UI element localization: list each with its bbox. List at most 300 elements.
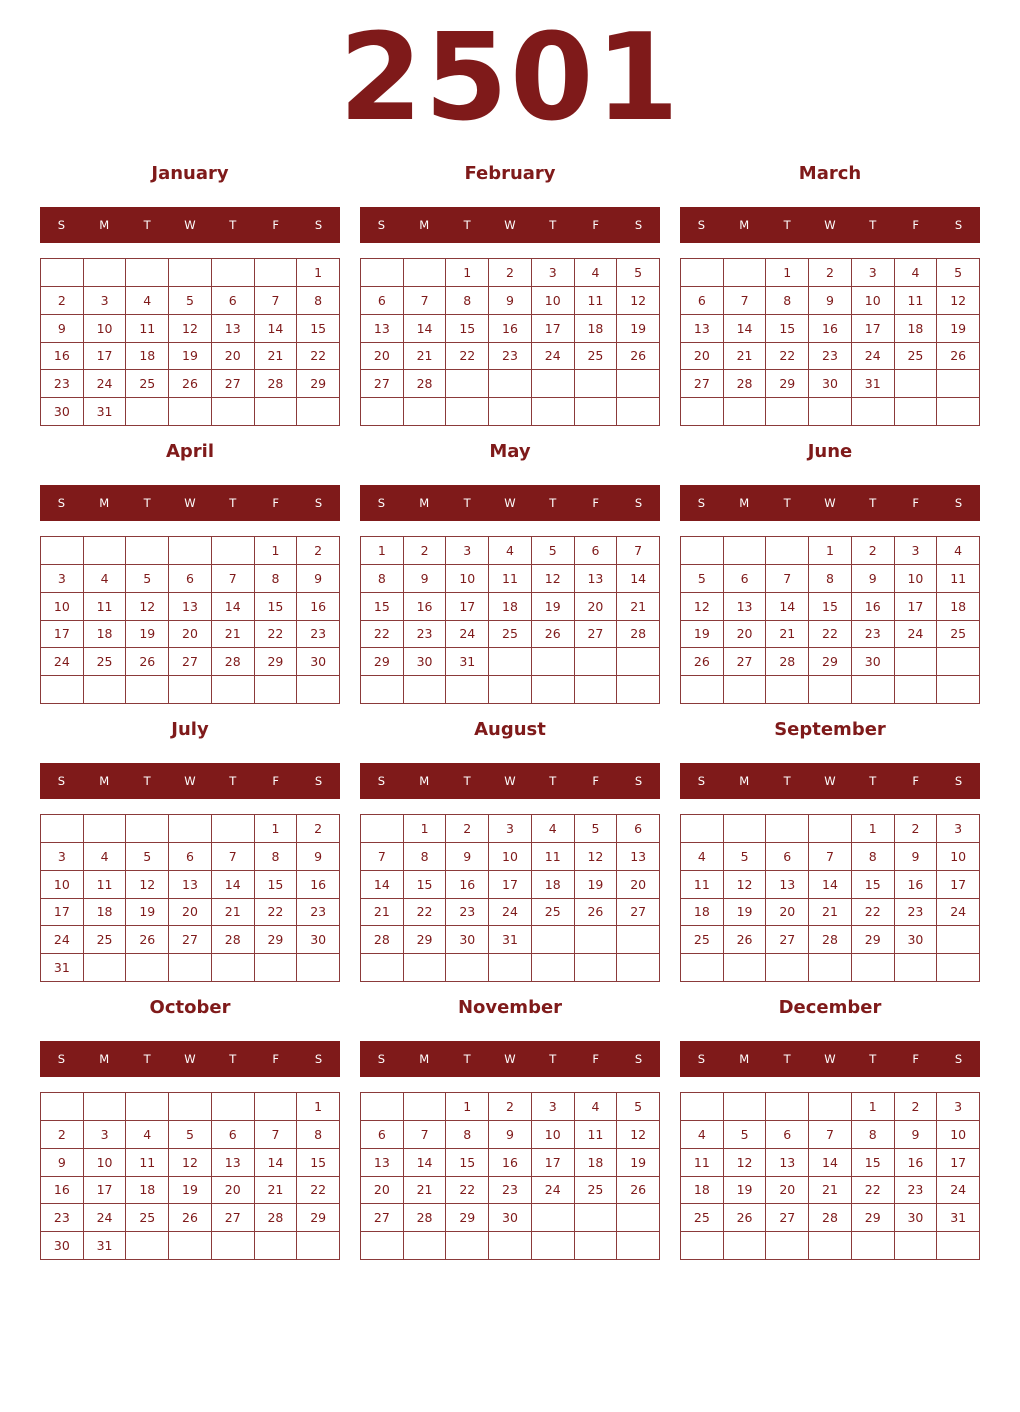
day-cell: 10 [895, 565, 938, 593]
empty-cell [41, 676, 84, 704]
weekday-label: S [954, 1052, 963, 1066]
empty-cell [41, 259, 84, 287]
weekday-label: W [504, 774, 516, 788]
month-name: December [778, 997, 882, 1018]
day-cell: 11 [575, 1121, 618, 1149]
day-cell: 3 [41, 843, 84, 871]
day-grid [680, 814, 980, 982]
day-cell: 19 [169, 343, 212, 371]
day-cell: 19 [617, 1149, 660, 1177]
day-cell: 13 [169, 593, 212, 621]
day-cell: 13 [766, 1149, 809, 1177]
day-cell: 20 [617, 871, 660, 899]
empty-cell [617, 398, 660, 426]
day-cell: 27 [212, 370, 255, 398]
empty-cell [489, 398, 532, 426]
empty-cell [809, 1093, 852, 1121]
empty-cell [126, 954, 169, 982]
day-cell: 23 [489, 1177, 532, 1205]
day-cell: 13 [766, 871, 809, 899]
day-cell: 29 [255, 648, 298, 676]
weekday-label: S [697, 1052, 706, 1066]
weekday-label: S [954, 774, 963, 788]
day-cell: 12 [532, 565, 575, 593]
empty-cell [895, 370, 938, 398]
day-cell: 6 [617, 815, 660, 843]
empty-cell [84, 954, 127, 982]
day-cell: 1 [297, 1093, 340, 1121]
day-cell: 18 [895, 315, 938, 343]
empty-cell [169, 537, 212, 565]
empty-cell [404, 1093, 447, 1121]
day-cell: 21 [255, 343, 298, 371]
day-grid [40, 1092, 340, 1260]
day-cell: 10 [532, 1121, 575, 1149]
day-cell: 29 [297, 1204, 340, 1232]
weekday-label: F [592, 496, 599, 510]
day-cell: 15 [361, 593, 404, 621]
day-cell: 31 [937, 1204, 980, 1232]
empty-cell [575, 648, 618, 676]
day-cell: 28 [212, 926, 255, 954]
day-cell: 3 [84, 1121, 127, 1149]
day-grid [360, 1092, 660, 1260]
day-cell: 14 [404, 315, 447, 343]
day-grid [360, 258, 660, 426]
day-cell: 29 [361, 648, 404, 676]
empty-cell [766, 398, 809, 426]
day-cell: 2 [404, 537, 447, 565]
weekday-label: S [314, 218, 323, 232]
day-cell: 17 [532, 315, 575, 343]
day-cell: 21 [809, 899, 852, 927]
weekday-label: S [314, 774, 323, 788]
day-cell: 1 [255, 537, 298, 565]
empty-cell [84, 1093, 127, 1121]
day-cell: 25 [532, 899, 575, 927]
empty-cell [404, 1232, 447, 1260]
empty-cell [575, 1232, 618, 1260]
empty-cell [489, 370, 532, 398]
day-cell: 26 [724, 926, 767, 954]
day-cell: 20 [724, 621, 767, 649]
empty-cell [212, 1093, 255, 1121]
day-cell: 29 [852, 926, 895, 954]
empty-cell [297, 676, 340, 704]
day-cell: 7 [361, 843, 404, 871]
day-cell: 8 [297, 287, 340, 315]
day-cell: 25 [937, 621, 980, 649]
day-cell: 21 [766, 621, 809, 649]
day-cell: 15 [446, 315, 489, 343]
empty-cell [575, 1204, 618, 1232]
day-cell: 25 [681, 926, 724, 954]
day-cell: 10 [84, 1149, 127, 1177]
month-name: July [171, 719, 209, 740]
day-cell: 2 [895, 1093, 938, 1121]
day-cell: 4 [84, 565, 127, 593]
empty-cell [895, 954, 938, 982]
empty-cell [617, 1204, 660, 1232]
day-cell: 4 [126, 1121, 169, 1149]
day-cell: 22 [255, 899, 298, 927]
day-cell: 4 [84, 843, 127, 871]
day-cell: 26 [937, 343, 980, 371]
empty-cell [809, 954, 852, 982]
empty-cell [895, 676, 938, 704]
empty-cell [852, 1232, 895, 1260]
empty-cell [212, 1232, 255, 1260]
weekday-header [360, 485, 660, 521]
day-cell: 22 [852, 899, 895, 927]
day-cell: 14 [255, 315, 298, 343]
day-cell: 12 [617, 287, 660, 315]
day-cell: 14 [809, 1149, 852, 1177]
empty-cell [532, 926, 575, 954]
weekday-label: F [912, 1052, 919, 1066]
weekday-label: T [143, 1052, 151, 1066]
day-cell: 29 [297, 370, 340, 398]
day-cell: 24 [84, 370, 127, 398]
day-cell: 30 [41, 1232, 84, 1260]
weekday-header [40, 1041, 340, 1077]
empty-cell [212, 954, 255, 982]
day-cell: 18 [532, 871, 575, 899]
empty-cell [255, 398, 298, 426]
day-cell: 14 [212, 871, 255, 899]
day-cell: 17 [489, 871, 532, 899]
day-cell: 11 [126, 1149, 169, 1177]
empty-cell [169, 398, 212, 426]
empty-cell [126, 259, 169, 287]
empty-cell [617, 676, 660, 704]
weekday-label: T [143, 496, 151, 510]
day-grid [40, 814, 340, 982]
day-cell: 17 [895, 593, 938, 621]
day-cell: 20 [212, 1177, 255, 1205]
day-cell: 12 [617, 1121, 660, 1149]
weekday-label: F [912, 496, 919, 510]
day-cell: 3 [532, 1093, 575, 1121]
empty-cell [852, 676, 895, 704]
day-cell: 6 [766, 843, 809, 871]
empty-cell [532, 370, 575, 398]
day-cell: 24 [852, 343, 895, 371]
day-cell: 3 [937, 1093, 980, 1121]
day-cell: 20 [361, 343, 404, 371]
day-cell: 6 [681, 287, 724, 315]
day-cell: 27 [617, 899, 660, 927]
day-cell: 10 [489, 843, 532, 871]
weekday-label: M [739, 496, 750, 510]
day-cell: 2 [489, 259, 532, 287]
day-cell: 10 [84, 315, 127, 343]
day-cell: 3 [895, 537, 938, 565]
day-cell: 21 [404, 343, 447, 371]
day-cell: 18 [681, 899, 724, 927]
weekday-label: F [592, 1052, 599, 1066]
empty-cell [895, 398, 938, 426]
day-cell: 14 [724, 315, 767, 343]
day-cell: 6 [575, 537, 618, 565]
month-name: October [149, 997, 231, 1018]
day-cell: 13 [361, 1149, 404, 1177]
day-cell: 12 [724, 871, 767, 899]
weekday-header [360, 1041, 660, 1077]
day-cell: 26 [617, 1177, 660, 1205]
day-cell: 31 [41, 954, 84, 982]
day-cell: 25 [895, 343, 938, 371]
day-cell: 19 [724, 899, 767, 927]
day-cell: 19 [169, 1177, 212, 1205]
day-cell: 22 [404, 899, 447, 927]
day-cell: 10 [532, 287, 575, 315]
empty-cell [809, 398, 852, 426]
empty-cell [446, 370, 489, 398]
day-cell: 5 [126, 565, 169, 593]
empty-cell [361, 954, 404, 982]
day-cell: 13 [212, 1149, 255, 1177]
weekday-label: S [697, 774, 706, 788]
empty-cell [617, 648, 660, 676]
empty-cell [126, 1093, 169, 1121]
day-cell: 27 [361, 1204, 404, 1232]
weekday-label: W [184, 1052, 196, 1066]
empty-cell [169, 676, 212, 704]
day-cell: 16 [446, 871, 489, 899]
day-cell: 24 [446, 621, 489, 649]
day-cell: 4 [681, 843, 724, 871]
day-grid [680, 258, 980, 426]
weekday-label: T [783, 774, 791, 788]
empty-cell [489, 954, 532, 982]
weekday-label: M [739, 774, 750, 788]
day-cell: 21 [617, 593, 660, 621]
day-cell: 24 [41, 926, 84, 954]
day-cell: 10 [937, 1121, 980, 1149]
day-cell: 27 [766, 1204, 809, 1232]
day-cell: 22 [297, 1177, 340, 1205]
day-cell: 29 [766, 370, 809, 398]
empty-cell [575, 676, 618, 704]
day-cell: 30 [895, 926, 938, 954]
weekday-label: S [697, 496, 706, 510]
weekday-label: S [697, 218, 706, 232]
empty-cell [681, 815, 724, 843]
empty-cell [681, 537, 724, 565]
empty-cell [724, 537, 767, 565]
day-cell: 2 [809, 259, 852, 287]
empty-cell [724, 1093, 767, 1121]
weekday-label: F [912, 774, 919, 788]
empty-cell [532, 1204, 575, 1232]
month-name: March [798, 163, 862, 184]
day-cell: 23 [852, 621, 895, 649]
day-cell: 11 [681, 871, 724, 899]
day-cell: 30 [297, 926, 340, 954]
day-cell: 18 [575, 315, 618, 343]
day-cell: 1 [446, 259, 489, 287]
empty-cell [575, 926, 618, 954]
day-cell: 23 [809, 343, 852, 371]
day-cell: 9 [852, 565, 895, 593]
day-cell: 8 [404, 843, 447, 871]
day-cell: 1 [766, 259, 809, 287]
weekday-label: W [504, 496, 516, 510]
day-cell: 19 [724, 1177, 767, 1205]
weekday-label: S [634, 774, 643, 788]
weekday-label: M [99, 496, 110, 510]
day-cell: 15 [255, 593, 298, 621]
day-cell: 24 [84, 1204, 127, 1232]
day-cell: 12 [126, 871, 169, 899]
empty-cell [84, 537, 127, 565]
day-cell: 15 [766, 315, 809, 343]
day-cell: 17 [41, 621, 84, 649]
empty-cell [809, 676, 852, 704]
empty-cell [809, 1232, 852, 1260]
day-cell: 7 [404, 1121, 447, 1149]
day-cell: 15 [852, 871, 895, 899]
day-cell: 17 [852, 315, 895, 343]
day-cell: 16 [297, 871, 340, 899]
day-cell: 2 [297, 537, 340, 565]
weekday-label: T [463, 218, 471, 232]
day-cell: 5 [169, 1121, 212, 1149]
weekday-label: T [229, 774, 237, 788]
day-cell: 20 [169, 621, 212, 649]
day-cell: 15 [297, 315, 340, 343]
day-cell: 23 [297, 621, 340, 649]
day-cell: 5 [724, 1121, 767, 1149]
weekday-label: T [549, 774, 557, 788]
weekday-header [680, 763, 980, 799]
day-cell: 17 [937, 871, 980, 899]
day-grid [360, 814, 660, 982]
day-cell: 23 [489, 343, 532, 371]
day-cell: 13 [617, 843, 660, 871]
day-cell: 4 [681, 1121, 724, 1149]
weekday-label: M [99, 1052, 110, 1066]
day-cell: 17 [84, 1177, 127, 1205]
day-cell: 27 [681, 370, 724, 398]
day-cell: 16 [895, 1149, 938, 1177]
day-cell: 18 [126, 343, 169, 371]
day-cell: 26 [126, 926, 169, 954]
day-cell: 9 [41, 1149, 84, 1177]
day-cell: 31 [84, 1232, 127, 1260]
day-cell: 11 [937, 565, 980, 593]
empty-cell [41, 815, 84, 843]
month-name: January [151, 163, 229, 184]
day-cell: 23 [895, 1177, 938, 1205]
empty-cell [617, 954, 660, 982]
empty-cell [84, 259, 127, 287]
empty-cell [937, 398, 980, 426]
day-cell: 1 [852, 815, 895, 843]
day-cell: 25 [126, 1204, 169, 1232]
day-cell: 8 [297, 1121, 340, 1149]
weekday-label: T [229, 1052, 237, 1066]
weekday-label: S [954, 218, 963, 232]
weekday-header [40, 763, 340, 799]
empty-cell [446, 676, 489, 704]
weekday-label: M [419, 496, 430, 510]
day-cell: 21 [212, 899, 255, 927]
day-cell: 28 [766, 648, 809, 676]
day-cell: 30 [895, 1204, 938, 1232]
weekday-label: F [912, 218, 919, 232]
empty-cell [852, 398, 895, 426]
weekday-label: T [783, 218, 791, 232]
day-cell: 4 [532, 815, 575, 843]
day-cell: 2 [41, 1121, 84, 1149]
day-cell: 7 [212, 843, 255, 871]
weekday-label: W [824, 496, 836, 510]
empty-cell [809, 815, 852, 843]
weekday-label: S [57, 496, 66, 510]
day-cell: 30 [297, 648, 340, 676]
day-cell: 22 [361, 621, 404, 649]
empty-cell [212, 259, 255, 287]
weekday-label: S [314, 1052, 323, 1066]
month-name: April [165, 441, 215, 462]
month-name: November [457, 997, 563, 1018]
empty-cell [852, 954, 895, 982]
day-cell: 8 [446, 1121, 489, 1149]
month-name: May [489, 441, 531, 462]
weekday-label: S [634, 496, 643, 510]
day-cell: 14 [361, 871, 404, 899]
empty-cell [169, 259, 212, 287]
empty-cell [126, 1232, 169, 1260]
empty-cell [212, 815, 255, 843]
empty-cell [532, 676, 575, 704]
day-cell: 16 [489, 1149, 532, 1177]
day-cell: 22 [297, 343, 340, 371]
day-cell: 11 [84, 871, 127, 899]
day-cell: 10 [937, 843, 980, 871]
empty-cell [895, 1232, 938, 1260]
empty-cell [575, 954, 618, 982]
empty-cell [361, 398, 404, 426]
day-cell: 24 [937, 899, 980, 927]
day-cell: 21 [255, 1177, 298, 1205]
empty-cell [361, 1093, 404, 1121]
day-cell: 9 [446, 843, 489, 871]
day-cell: 7 [212, 565, 255, 593]
weekday-label: S [57, 218, 66, 232]
day-cell: 17 [41, 899, 84, 927]
day-cell: 1 [809, 537, 852, 565]
day-cell: 26 [532, 621, 575, 649]
empty-cell [681, 954, 724, 982]
empty-cell [446, 398, 489, 426]
day-cell: 19 [937, 315, 980, 343]
weekday-label: T [783, 1052, 791, 1066]
day-cell: 9 [41, 315, 84, 343]
empty-cell [361, 1232, 404, 1260]
day-cell: 22 [255, 621, 298, 649]
day-cell: 26 [681, 648, 724, 676]
day-cell: 18 [126, 1177, 169, 1205]
day-cell: 3 [41, 565, 84, 593]
weekday-label: T [463, 774, 471, 788]
weekday-label: F [592, 218, 599, 232]
weekday-label: T [869, 496, 877, 510]
weekday-label: M [419, 1052, 430, 1066]
day-grid [680, 536, 980, 704]
